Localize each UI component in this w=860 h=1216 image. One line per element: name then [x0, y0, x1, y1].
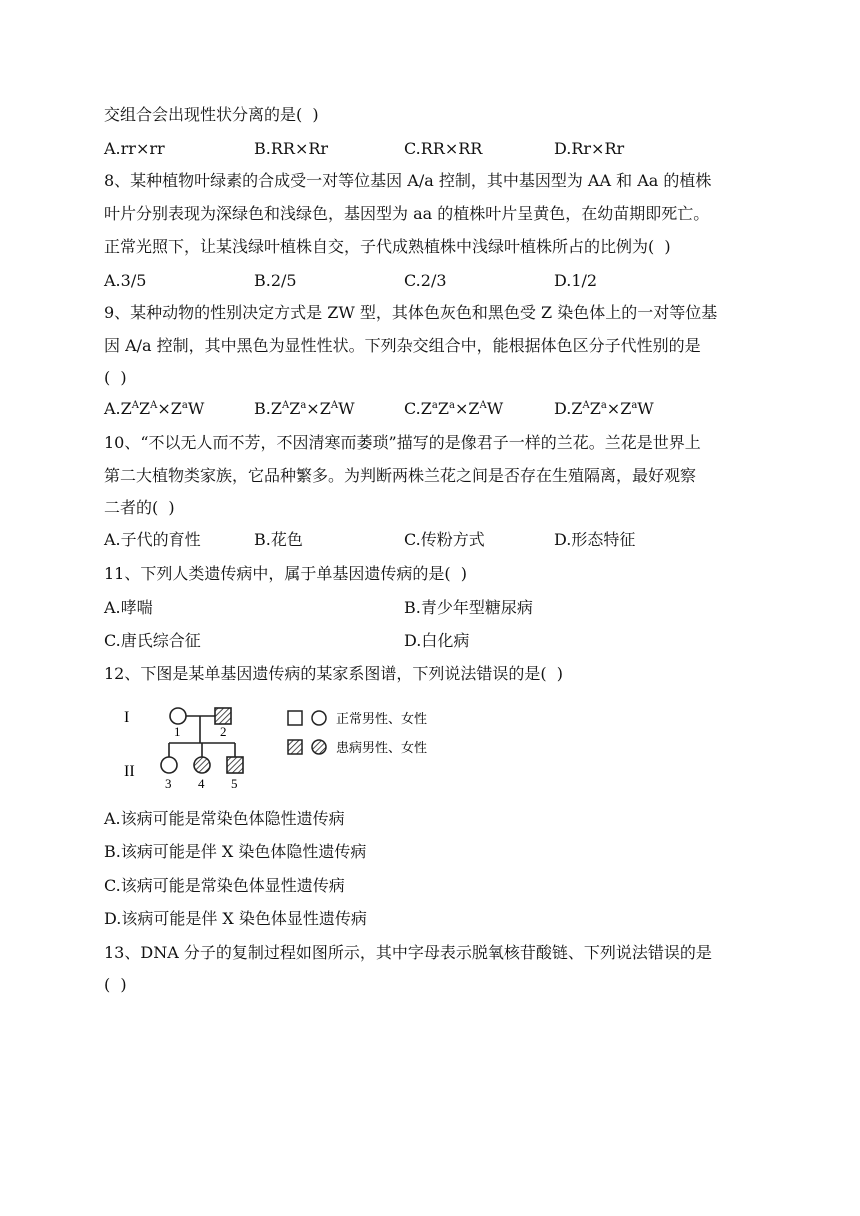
q8-option-a[interactable]: A.3/5	[104, 271, 147, 290]
legend-affected-label: 患病男性、女性	[336, 741, 428, 756]
q9-stem-line-1: 9、某种动物的性别决定方式是 ZW 型，其体色灰色和黑色受 Z 染色体上的一对等位基	[104, 303, 718, 322]
q12-option-b[interactable]: B.该病可能是伴 X 染色体隐性遗传病	[104, 842, 367, 861]
q7-option-b[interactable]: B.RR×Rr	[254, 139, 329, 158]
q13-stem-line-1: 13、DNA 分子的复制过程如图所示，其中字母表示脱氧核苷酸链、下列说法错误的是	[104, 943, 712, 962]
q7-option-d[interactable]: D.Rr×Rr	[554, 139, 625, 158]
q11-option-d[interactable]: D.白化病	[404, 631, 470, 650]
individual-3-normal-female	[161, 757, 177, 773]
generation-1-label: I	[124, 709, 130, 726]
q9-options	[104, 398, 764, 420]
q12-option-d[interactable]: D.该病可能是伴 X 染色体显性遗传病	[104, 909, 367, 928]
q9-option-a[interactable]: $A.Z^AZ^A\times Z^aW$	[104, 399, 205, 418]
q12-stem: 12、下图是某单基因遗传病的某家系图谱，下列说法错误的是( )	[104, 664, 564, 683]
id-1: 1	[174, 724, 181, 739]
q10-option-c[interactable]: C.传粉方式	[404, 530, 485, 549]
q8-options	[104, 270, 764, 292]
q7-stem: 交组合会出现性状分离的是( )	[104, 105, 319, 124]
q8-stem-line-3: 正常光照下，让某浅绿叶植株自交，子代成熟植株中浅绿叶植株所占的比例为( )	[104, 237, 671, 256]
pedigree-figure	[120, 698, 460, 793]
id-3: 3	[165, 776, 172, 791]
q10-option-a[interactable]: A.子代的育性	[104, 530, 201, 549]
generation-2-label: II	[124, 763, 135, 780]
q8-option-b[interactable]: B.2/5	[254, 271, 297, 290]
individual-4-affected-female	[194, 757, 210, 773]
q9-stem-line-3: ( )	[104, 368, 127, 387]
q11-options-row-1	[104, 597, 764, 619]
q11-stem: 11、下列人类遗传病中，属于单基因遗传病的是( )	[104, 564, 468, 583]
q12-option-c[interactable]: C.该病可能是常染色体显性遗传病	[104, 876, 345, 895]
q8-option-d[interactable]: D.1/2	[554, 271, 598, 290]
q9-option-b[interactable]: $B.Z^AZ^a\times Z^AW$	[254, 399, 355, 418]
q10-stem-line-3: 二者的( )	[104, 498, 175, 517]
legend-affected-male-symbol	[288, 740, 302, 754]
legend-affected-female-symbol	[312, 740, 326, 754]
q11-options-row-2	[104, 630, 764, 652]
individual-2-affected-male	[215, 708, 231, 724]
q10-option-b[interactable]: B.花色	[254, 530, 303, 549]
q8-option-c[interactable]: C.2/3	[404, 271, 447, 290]
q9-option-d[interactable]: $D.Z^AZ^a\times Z^aW$	[554, 399, 654, 418]
legend-normal-label: 正常男性、女性	[336, 712, 428, 727]
id-2: 2	[220, 724, 227, 739]
q11-option-a[interactable]: A.哮喘	[104, 598, 153, 617]
q10-options	[104, 529, 764, 551]
q8-stem-line-2: 叶片分别表现为深绿色和浅绿色，基因型为 aa 的植株叶片呈黄色，在幼苗期即死亡。	[104, 204, 710, 223]
individual-1-normal-female	[170, 708, 186, 724]
q10-stem-line-2: 第二大植物类家族，它品种繁多。为判断两株兰花之间是否存在生殖隔离，最好观察	[104, 466, 697, 485]
q7-options	[104, 138, 764, 160]
legend-normal-female-symbol	[312, 711, 326, 725]
individual-5-affected-male	[227, 757, 243, 773]
id-5: 5	[231, 776, 238, 791]
q9-option-c[interactable]: $C.Z^aZ^a\times Z^AW$	[404, 399, 504, 418]
q12-option-a[interactable]: A.该病可能是常染色体隐性遗传病	[104, 809, 345, 828]
q7-option-a[interactable]: A.rr×rr	[104, 139, 165, 158]
q10-stem-line-1: 10、“不以无人而不芳，不因清寒而萎琐”描写的是像君子一样的兰花。兰花是世界上	[104, 433, 701, 452]
q7-option-c[interactable]: C.RR×RR	[404, 139, 483, 158]
q8-stem-line-1: 8、某种植物叶绿素的合成受一对等位基因 A/a 控制，其中基因型为 AA 和 Aa 的植株	[104, 171, 712, 190]
legend-normal-male-symbol	[288, 711, 302, 725]
q11-option-c[interactable]: C.唐氏综合征	[104, 631, 201, 650]
q13-stem-line-2: ( )	[104, 975, 127, 994]
q11-option-b[interactable]: B.青少年型糖尿病	[404, 598, 533, 617]
q9-stem-line-2: 因 A/a 控制，其中黑色为显性性状。下列杂交组合中，能根据体色区分子代性别的是	[104, 336, 701, 355]
q10-option-d[interactable]: D.形态特征	[554, 530, 636, 549]
id-4: 4	[198, 776, 205, 791]
